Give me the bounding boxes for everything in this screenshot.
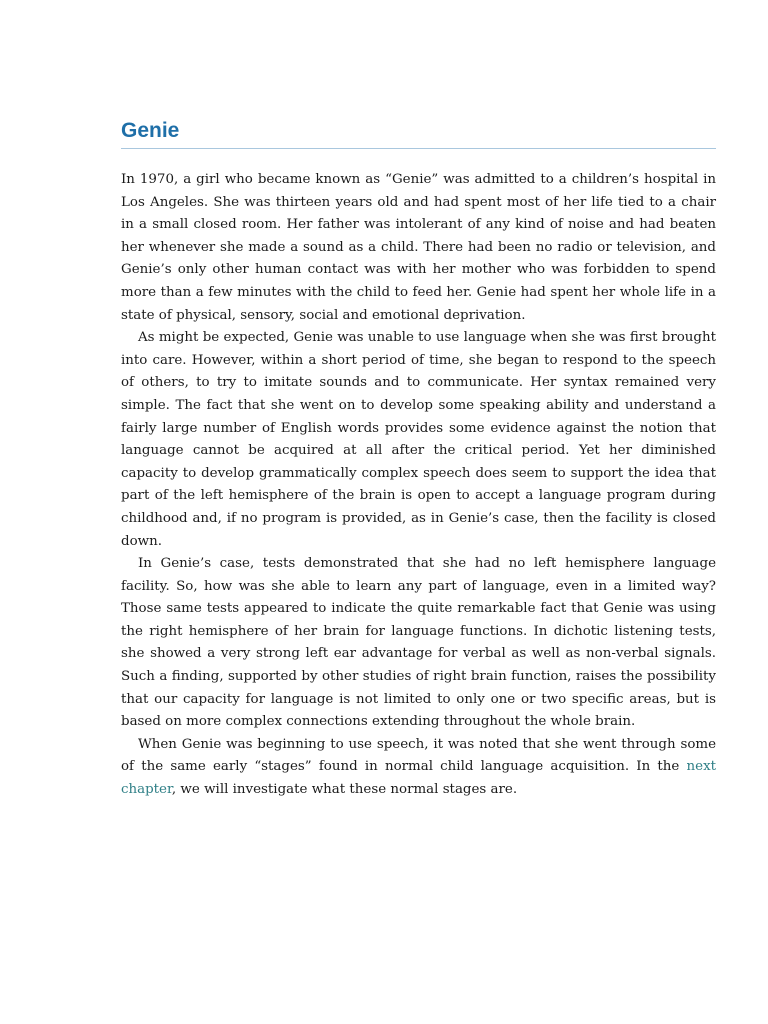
paragraph-4-text-after: , we will investigate what these normal stages are. [171, 782, 518, 798]
page-content [121, 118, 716, 802]
paragraph-3: In Genie’s case, tests demonstrated that she had no left hemisphere language facility. So, how was she able to learn any part of language, even in a limited way? Those same tests appeared to indicate the quite remarkable fact that Genie was using the right hemisphere of her brain for language functions. In dichotic listening tests, she showed a very strong left ear advantage for verbal as well as non-verbal signals. Such a finding, supported by other studies of right brain function, raises the possibility that our capacity for language is not limited to only one or two specific areas, but is based on more complex connections extending throughout the whole brain. [121, 556, 716, 730]
paragraph-4-text-before: When Genie was beginning to use speech, it was noted that she went through some of the same early “stages” found in normal child language acquisition. In the [121, 736, 716, 775]
paragraph-4 [121, 734, 716, 802]
paragraph-2: As might be expected, Genie was unable to use language when she was first brought into care. However, within a short period of time, she began to respond to the speech of others, to try to imitate sounds and to communicate. Her syntax remained very simple. The fact that she went on to develop some speaking ability and understand a fairly large number of English words provides some evidence against the notion that language cannot be acquired at all after the critical period. Yet her diminished capacity to develop grammatically complex speech does seem to support the idea that part of the left hemisphere of the brain is open to accept a language program during childhood and, if no program is provided, as in Genie’s case, then the facility is closed down. [121, 330, 716, 549]
body-text [121, 169, 716, 802]
section-heading: Genie [121, 118, 716, 149]
paragraph-1: In 1970, a girl who became known as “Genie” was admitted to a children’s hospital in Los Angeles. She was thirteen years old and had spent most of her life tied to a chair in a small closed room. Her father was intolerant of any kind of noise and had beaten her whenever she made a sound as a child. There had been no radio or television, and Genie’s only other human contact was with her mother who was forbidden to spend more than a few minutes with the child to feed her. Genie had spent her whole life in a state of physical, sensory, social and emotional deprivation. [121, 172, 716, 323]
next-chapter-link[interactable]: next chapter [121, 759, 716, 798]
